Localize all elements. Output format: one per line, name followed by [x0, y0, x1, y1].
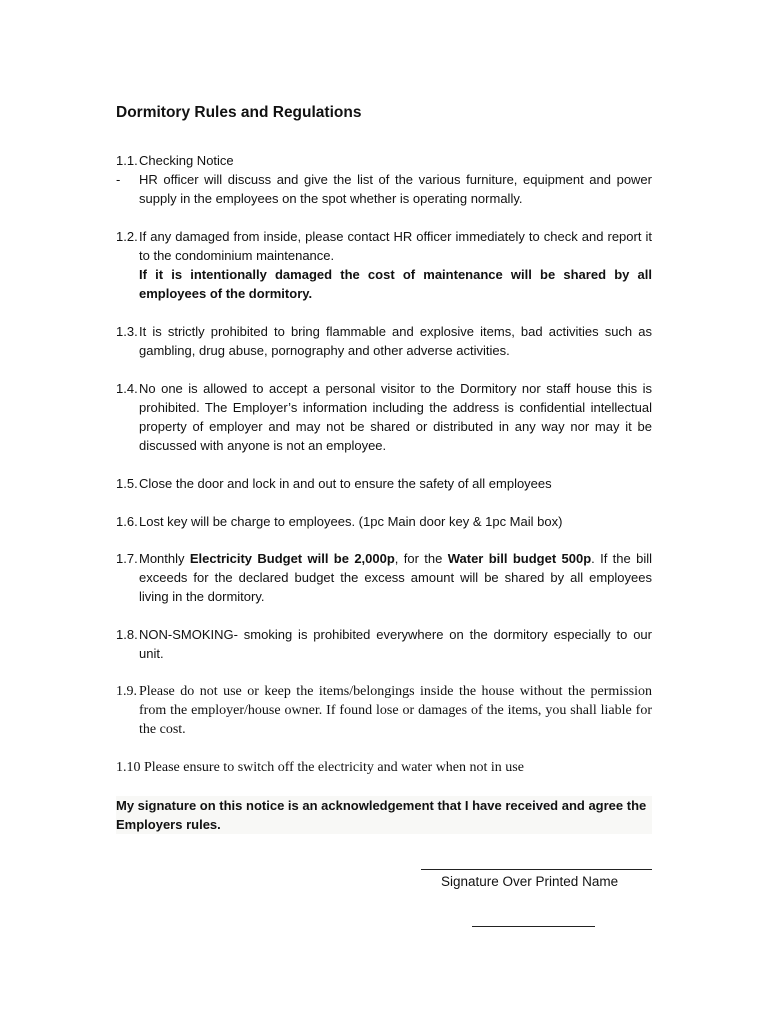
- rule-text-part: , for the: [394, 551, 448, 566]
- electricity-budget: Electricity Budget will be 2,000p: [189, 551, 395, 566]
- rule-number: 1.5.: [116, 476, 138, 491]
- rule-1-4: [116, 379, 652, 455]
- rule-1-9: [116, 682, 652, 739]
- rule-text: Checking Notice: [139, 153, 234, 168]
- rule-text: [139, 549, 652, 606]
- water-budget: Water bill budget 500p: [447, 551, 592, 566]
- signature-label: Signature Over Printed Name: [441, 874, 619, 889]
- rule-text: Lost key will be charge to employees. (1pc Main door key & 1pc Mail box): [139, 514, 563, 529]
- rule-number: 1.10: [116, 760, 141, 775]
- rule-text: Close the door and lock in and out to ensure the safety of all employees: [139, 476, 552, 491]
- rule-number: 1.2.: [116, 229, 138, 244]
- rule-1-6: [116, 512, 652, 531]
- rule-1-3: [116, 322, 652, 360]
- rule-text: NON-SMOKING- smoking is prohibited everywhere on the dormitory especially to our unit.: [139, 627, 652, 661]
- rule-number: 1.9.: [116, 684, 137, 699]
- rule-text: If any damaged from inside, please contact HR officer immediately to check and report it to the condominium maintenance.: [139, 229, 652, 263]
- rule-text: HR officer will discuss and give the list of the various furniture, equipment and power supply in the employees on the spot whether is operating normally.: [139, 172, 652, 206]
- rule-bold-note: If it is intentionally damaged the cost of maintenance will be shared by all employees of the dormitory.: [139, 267, 652, 301]
- rule-1-7: [116, 549, 652, 606]
- rule-text: Please do not use or keep the items/belongings inside the house without the permission from the employer/house owner. If found lose or damages of the items, you shall liable for the cost.: [139, 684, 652, 737]
- acknowledgement-statement: My signature on this notice is an acknowledgement that I have received and agree the Employers rules.: [116, 796, 652, 834]
- rule-1-5: [116, 474, 652, 493]
- rule-number: 1.7.: [116, 551, 138, 566]
- rule-number: 1.8.: [116, 627, 138, 642]
- rule-text-part: . If the bill exceeds for the declared budget the excess amount will be shared by all employees living in the dormitory.: [139, 551, 652, 604]
- rule-text: No one is allowed to accept a personal visitor to the Dormitory nor staff house this is prohibited. The Employer’s information including the address is confidential intellectual property of employer and may not be shared or distributed in any way nor may it be discussed with anyone is not an employee.: [139, 381, 652, 453]
- rule-number: 1.3.: [116, 324, 138, 339]
- rule-text: Please ensure to switch off the electricity and water when not in use: [144, 760, 524, 775]
- rule-1-1-detail: [116, 170, 652, 208]
- rule-number: 1.4.: [116, 381, 138, 396]
- rule-1-10: [116, 758, 652, 777]
- rule-text-part: Monthly: [139, 551, 190, 566]
- rule-number: 1.6.: [116, 514, 138, 529]
- rule-text: It is strictly prohibited to bring flammable and explosive items, bad activities such as gambling, drug abuse, pornography and other adverse activities.: [139, 324, 652, 358]
- rule-1-1: [116, 151, 652, 170]
- rule-1-2: [116, 227, 652, 303]
- rule-number: 1.1.: [116, 153, 138, 168]
- signature-line: [421, 869, 652, 870]
- date-line: [472, 926, 595, 927]
- rule-bullet: -: [116, 172, 121, 187]
- rule-1-8: [116, 625, 652, 663]
- document-title: Dormitory Rules and Regulations: [116, 104, 362, 121]
